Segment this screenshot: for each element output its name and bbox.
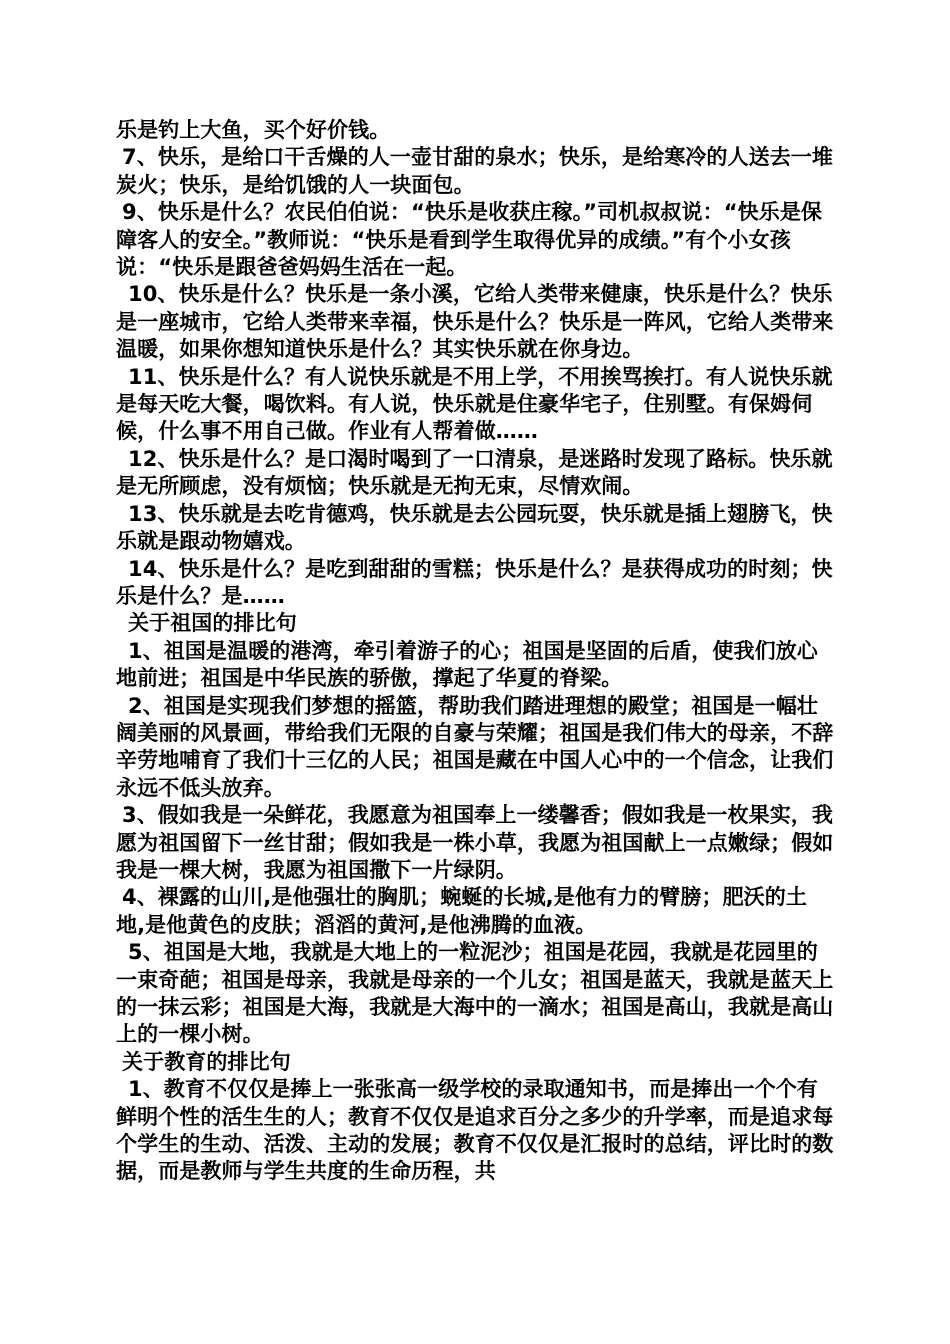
paragraph: 3、假如我是一朵鲜花，我愿意为祖国奉上一缕馨香；假如我是一枚果实，我愿为祖国留下一丝甘甜；假如我是一株小草，我愿为祖国献上一点嫩绿；假如我是一棵大树，我愿为祖国撒下一片绿阴。	[116, 803, 834, 882]
paragraph: 10、快乐是什么？快乐是一条小溪，它给人类带来健康，快乐是什么？快乐是一座城市，它给人类带来幸福，快乐是什么？快乐是一阵风，它给人类带来温暖，如果你想知道快乐是什么？其实快乐就在你身边。	[116, 282, 834, 362]
section-heading: 关于祖国的排比句	[128, 611, 297, 636]
paragraph: 1、教育不仅仅是捧上一张张高一级学校的录取通知书，而是捧出一个个有鲜明个性的活生生的人；教育不仅仅是追求百分之多少的升学率，而是追求每个学生的生动、活泼、主动的发展；教育不仅仅是汇报时的总结，评比时的数据，而是教师与学生共度的生命历程，共	[116, 1077, 834, 1184]
paragraph: 11、快乐是什么？有人说快乐就是不用上学，不用挨骂挨打。有人说快乐就是每天吃大餐，喝饮料。有人说，快乐就是住豪华宅子，住别墅。有保姆伺候，什么事不用自己做。作业有人帮着做……	[116, 364, 833, 444]
section-heading: 关于教育的排比句	[122, 1049, 291, 1074]
paragraph: 12、快乐是什么？是口渴时喝到了一口清泉，是迷路时发现了路标。快乐就是无所顾虑，没有烦恼；快乐就是无拘无束，尽情欢闹。	[116, 446, 833, 499]
paragraph: 13、快乐就是去吃肯德鸡，快乐就是去公园玩耍，快乐就是插上翅膀飞，快乐就是跟动物嬉戏。	[116, 501, 833, 554]
paragraph: 9、快乐是什么？农民伯伯说：“快乐是收获庄稼。”司机叔叔说：“快乐是保障客人的安全。”教师说：“快乐是看到学生取得优异的成绩。”有个小女孩说：“快乐是跟爸爸妈妈生活在一起。	[116, 200, 823, 280]
paragraph: 1、祖国是温暖的港湾，牵引着游子的心；祖国是坚固的后盾，使我们放心地前进；祖国是中华民族的骄傲，撑起了华夏的脊梁。	[116, 638, 818, 691]
paragraph: 14、快乐是什么？是吃到甜甜的雪糕；快乐是什么？是获得成功的时刻；快乐是什么？是……	[116, 556, 833, 608]
document-body	[116, 117, 836, 1186]
paragraph: 5、祖国是大地，我就是大地上的一粒泥沙；祖国是花园，我就是花园里的一束奇葩；祖国是母亲，我就是母亲的一个儿女；祖国是蓝天，我就是蓝天上的一抹云彩；祖国是大海，我就是大海中的一滴水；祖国是高山，我就是高山上的一棵小树。	[116, 940, 834, 1047]
paragraph: 4、裸露的山川,是他强壮的胸肌；蜿蜒的长城,是他有力的臂膀；肥沃的土地,是他黄色的皮肤；滔滔的黄河,是他沸腾的血液。	[116, 885, 807, 937]
paragraph: 乐是钓上大鱼，买个好价钱。	[116, 118, 391, 142]
paragraph: 7、快乐，是给口干舌燥的人一壶甘甜的泉水；快乐，是给寒冷的人送去一堆炭火；快乐，是给饥饿的人一块面包。	[116, 145, 834, 197]
paragraph: 2、祖国是实现我们梦想的摇篮，帮助我们踏进理想的殿堂；祖国是一幅壮阔美丽的风景画，带给我们无限的自豪与荣耀；祖国是我们伟大的母亲，不辞辛劳地哺育了我们十三亿的人民；祖国是藏在中国人心中的一个信念，让我们永远不低头放弃。	[116, 693, 834, 800]
